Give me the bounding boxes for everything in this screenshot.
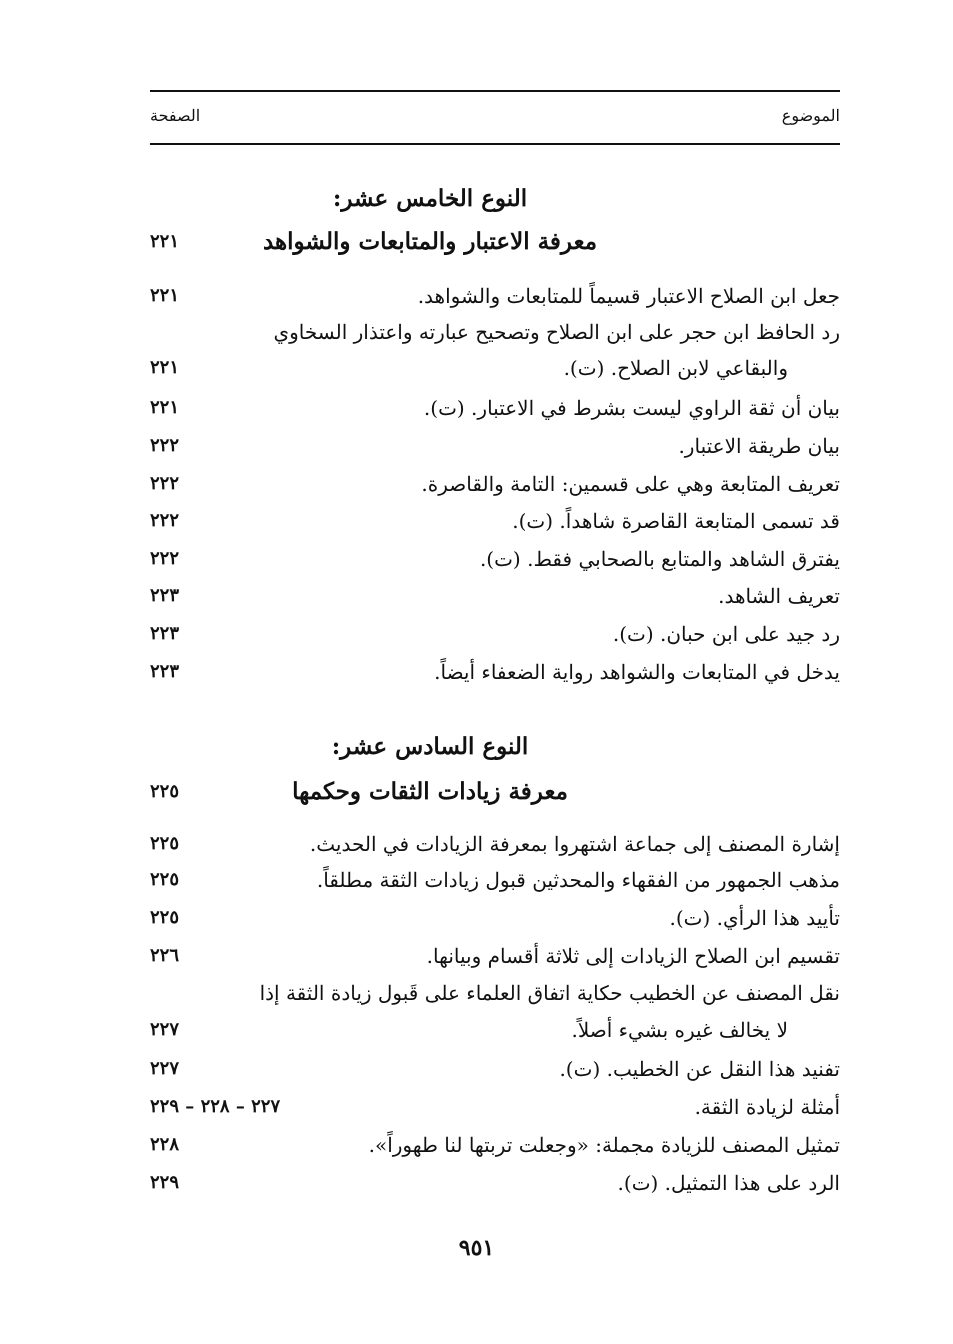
toc-entry xyxy=(150,428,840,464)
toc-entry xyxy=(150,350,840,386)
entry-text: بيان أن ثقة الراوي ليست بشرط في الاعتبار. (ت). xyxy=(423,396,840,420)
topic-column-label: الموضوع xyxy=(781,106,840,125)
entry-page: ٢٢١ xyxy=(150,357,180,378)
toc-entry xyxy=(150,278,840,314)
entry-page: ٢٢٥ xyxy=(150,833,180,854)
entry-text: مذهب الجمهور من الفقهاء والمحدثين قبول زيادات الثقة مطلقاً. xyxy=(316,868,840,892)
toc-entry xyxy=(150,826,840,862)
toc-entry xyxy=(150,578,840,614)
header-bottom-rule xyxy=(150,143,840,145)
entry-page: ٢٢٢ xyxy=(150,548,180,569)
entry-page: ٢٢٧ – ٢٢٨ – ٢٢٩ xyxy=(150,1096,281,1117)
toc-entry xyxy=(150,1051,840,1087)
section-15-title-row xyxy=(150,224,840,260)
entry-page: ٢٢٣ xyxy=(150,661,180,682)
section-16-title: معرفة زيادات الثقات وحكمها xyxy=(292,778,568,805)
entry-text: تمثيل المصنف للزيادة مجملة: «وجعلت تربتها لنا طهوراً». xyxy=(368,1133,840,1157)
toc-entry xyxy=(150,938,840,974)
entry-text: لا يخالف غيره بشيء أصلاً. xyxy=(571,1018,788,1042)
toc-entry xyxy=(150,616,840,652)
entry-page: ٢٢٥ xyxy=(150,869,180,890)
entry-page: ٢٢٢ xyxy=(150,510,180,531)
section-15-kind: النوع الخامس عشر: xyxy=(332,185,528,212)
entry-page: ٢٢٣ xyxy=(150,585,180,606)
toc-entry xyxy=(150,900,840,936)
entry-text: والبقاعي لابن الصلاح. (ت). xyxy=(563,356,788,380)
entry-page: ٢٢٨ xyxy=(150,1134,180,1155)
entry-text: رد الحافظ ابن حجر على ابن الصلاح وتصحيح عبارته واعتذار السخاوي xyxy=(273,320,840,344)
entry-text: أمثلة لزيادة الثقة. xyxy=(694,1095,840,1119)
entry-page: ٢٢٢ xyxy=(150,435,180,456)
toc-entry xyxy=(150,1127,840,1163)
entry-page: ٢٢٧ xyxy=(150,1058,180,1079)
toc-entry xyxy=(150,1089,840,1125)
entry-text: رد جيد على ابن حبان. (ت). xyxy=(612,622,840,646)
entry-text: تأييد هذا الرأي. (ت). xyxy=(669,906,840,930)
page-number: ٩٥١ xyxy=(458,1235,495,1261)
toc-entry xyxy=(150,975,840,1011)
toc-entry xyxy=(150,314,840,350)
toc-entry xyxy=(150,654,840,690)
toc-entry xyxy=(150,1012,840,1048)
toc-entry xyxy=(150,503,840,539)
toc-entry xyxy=(150,390,840,426)
entry-text: تعريف الشاهد. xyxy=(718,584,840,608)
entry-text: بيان طريقة الاعتبار. xyxy=(678,434,840,458)
toc-entry xyxy=(150,1165,840,1201)
entry-text: إشارة المصنف إلى جماعة اشتهروا بمعرفة الزيادات في الحديث. xyxy=(309,832,840,856)
section-15-title: معرفة الاعتبار والمتابعات والشواهد xyxy=(262,228,598,255)
entry-text: تقسيم ابن الصلاح الزيادات إلى ثلاثة أقسام وبيانها. xyxy=(426,944,840,968)
entry-text: يفترق الشاهد والمتابع بالصحابي فقط. (ت). xyxy=(479,547,840,571)
toc-entry xyxy=(150,466,840,502)
page-column-label: الصفحة xyxy=(150,106,201,125)
entry-text: قد تسمى المتابعة القاصرة شاهداً. (ت). xyxy=(512,509,840,533)
entry-text: جعل ابن الصلاح الاعتبار قسيماً للمتابعات والشواهد. xyxy=(417,284,840,308)
entry-page: ٢٢٧ xyxy=(150,1019,180,1040)
entry-text: الرد على هذا التمثيل. (ت). xyxy=(617,1171,840,1195)
entry-page: ٢٢٦ xyxy=(150,945,180,966)
entry-page: ٢٢٥ xyxy=(150,907,180,928)
section-16-kind: النوع السادس عشر: xyxy=(331,733,529,760)
entry-text: يدخل في المتابعات والشواهد رواية الضعفاء أيضاً. xyxy=(434,660,840,684)
entry-text: تفنيد هذا النقل عن الخطيب. (ت). xyxy=(559,1057,840,1081)
section-16-title-page: ٢٢٥ xyxy=(150,781,180,802)
section-15-title-page: ٢٢١ xyxy=(150,231,180,252)
entry-text: تعريف المتابعة وهي على قسمين: التامة والقاصرة. xyxy=(421,472,840,496)
header-top-rule xyxy=(150,90,840,92)
entry-page: ٢٢٩ xyxy=(150,1172,180,1193)
toc-entry xyxy=(150,862,840,898)
section-16-title-row xyxy=(150,774,840,810)
entry-page: ٢٢١ xyxy=(150,397,180,418)
entry-page: ٢٢٢ xyxy=(150,473,180,494)
entry-page: ٢٢٣ xyxy=(150,623,180,644)
entry-text: نقل المصنف عن الخطيب حكاية اتفاق العلماء على قَبول زيادة الثقة إذا xyxy=(259,981,840,1005)
toc-entry xyxy=(150,541,840,577)
entry-page: ٢٢١ xyxy=(150,285,180,306)
